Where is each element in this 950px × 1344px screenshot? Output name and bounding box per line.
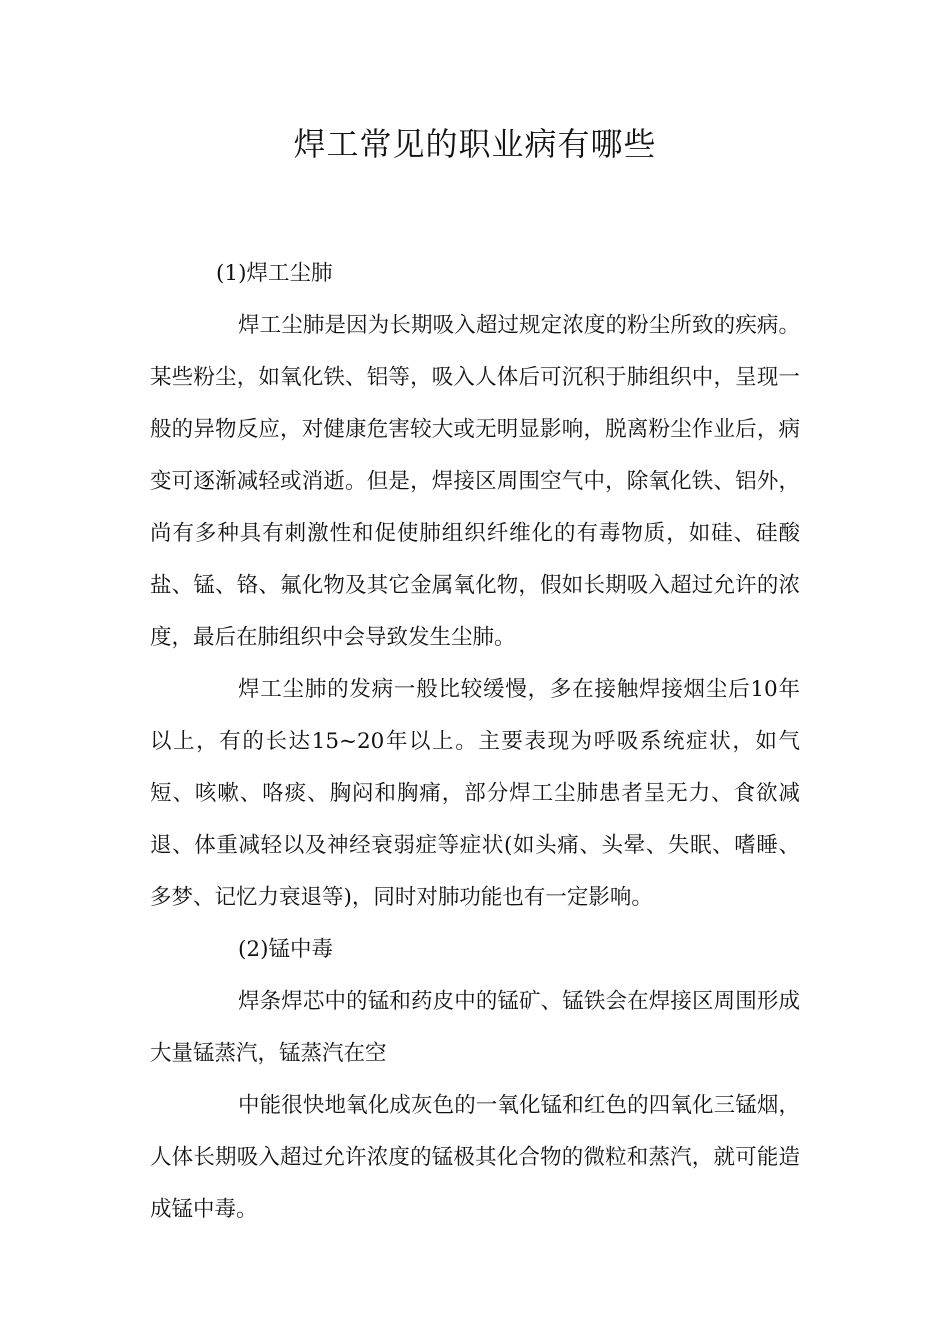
paragraph-manganese-effect: 中能很快地氧化成灰色的一氧化锰和红色的四氧化三锰烟，人体长期吸入超过允许浓度的锰极其化合物的微粒和蒸汽，就可能造成锰中毒。 [150,1093,800,1222]
paragraph-manganese-source: 焊条焊芯中的锰和药皮中的锰矿、锰铁会在焊接区周围形成大量锰蒸汽，锰蒸汽在空 [150,989,800,1066]
document-body [150,248,800,1236]
section-heading-welder-pneumoconiosis: (1)焊工尘肺 [216,261,333,286]
section-heading-manganese-poisoning: (2)锰中毒 [238,937,333,962]
document-title: 焊工常见的职业病有哪些 [293,125,657,163]
paragraph-pneumoconiosis-cause: 焊工尘肺是因为长期吸入超过规定浓度的粉尘所致的疾病。某些粉尘，如氧化铁、铝等，吸入人体后可沉积于肺组织中，呈现一般的异物反应，对健康危害较大或无明显影响，脱离粉尘作业后，病变可逐渐减轻或消逝。但是，焊接区周围空气中，除氧化铁、铝外，尚有多种具有刺激性和促使肺组织纤维化的有毒物质，如硅、硅酸盐、锰、铬、氟化物及其它金属氧化物，假如长期吸入超过允许的浓度，最后在肺组织中会导致发生尘肺。 [150,313,800,650]
paragraph-pneumoconiosis-symptoms: 焊工尘肺的发病一般比较缓慢，多在接触焊接烟尘后10年以上，有的长达15~20年以上。主要表现为呼吸系统症状，如气短、咳嗽、咯痰、胸闷和胸痛，部分焊工尘肺患者呈无力、食欲减退、体重减轻以及神经衰弱症等症状(如头痛、头晕、失眠、嗜睡、多梦、记忆力衰退等)，同时对肺功能也有一定影响。 [150,677,800,910]
